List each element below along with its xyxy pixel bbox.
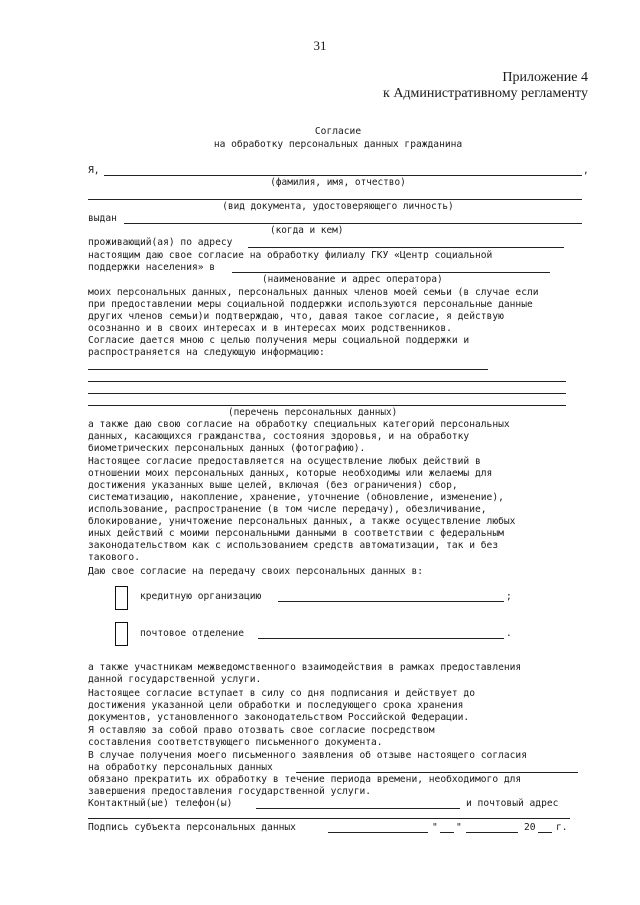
- p4-line9: такового.: [88, 552, 140, 563]
- p2-line2: распространяется на следующую информацию:: [88, 347, 325, 358]
- p3-line3: биометрических персональных данных (фотографию).: [88, 443, 366, 454]
- info-line-4[interactable]: [88, 405, 566, 406]
- p5-line2: данной государственной услуги.: [88, 674, 262, 685]
- p7-line1: Я оставляю за собой право отозвать свое согласие посредством: [88, 725, 435, 736]
- p3-line1: а также даю свою согласие на обработку специальных категорий персональных: [88, 419, 510, 430]
- post-end: .: [506, 628, 512, 639]
- list-caption: (перечень персональных данных): [228, 407, 398, 418]
- ya-comma: ,: [583, 165, 589, 176]
- day-line[interactable]: [440, 832, 454, 833]
- p1-line3: других членов семьи)и подтверждаю, что, давая такое согласие, я действую: [88, 311, 504, 322]
- doc-title: Согласие: [314, 126, 362, 137]
- post-line[interactable]: [258, 638, 504, 639]
- appendix-title: Приложение 4: [502, 70, 588, 85]
- p6-line1: Настоящее согласие вступает в силу со дня подписания и действует до: [88, 688, 475, 699]
- phone-line[interactable]: [256, 808, 460, 809]
- p4-line3: достижения указанных выше целей, включая (без ограничения) сбор,: [88, 480, 458, 491]
- residing-label: проживающий(ая) по адресу: [88, 237, 233, 248]
- support-line: поддержки населения» в: [88, 262, 216, 273]
- phone-label: Контактный(ые) телефон(ы): [88, 798, 233, 809]
- appendix-subtitle: к Административному регламенту: [383, 86, 588, 101]
- year-suffix: г.: [556, 822, 568, 833]
- month-line[interactable]: [466, 832, 518, 833]
- issued-label: выдан: [88, 213, 117, 224]
- credit-checkbox[interactable]: [115, 586, 128, 610]
- credit-end: ;: [506, 591, 512, 602]
- p6-line3: документов, установленного законодательством Российской Федерации.: [88, 712, 470, 723]
- signature-line[interactable]: [328, 832, 428, 833]
- year-prefix: 20: [524, 822, 536, 833]
- info-line-2[interactable]: [88, 381, 566, 382]
- p6-line2: достижения указанной цели обработки и последующего срока хранения: [88, 700, 464, 711]
- postal-label: и почтовый адрес: [466, 798, 559, 809]
- operator-line[interactable]: [232, 272, 550, 273]
- quote-open: ": [432, 822, 438, 833]
- operator-name-line[interactable]: [296, 772, 578, 773]
- p5-line1: а также участникам межведомственного взаимодействия в рамках предоставления: [88, 662, 522, 673]
- doc-line[interactable]: [88, 199, 582, 200]
- issued-caption: (когда и кем): [270, 225, 344, 236]
- postal-line[interactable]: [88, 818, 570, 819]
- credit-label: кредитную организацию: [140, 591, 262, 602]
- address-line[interactable]: [248, 247, 564, 248]
- p2-line1: Согласие дается мною с целью получения меры социальной поддержки и: [88, 335, 470, 346]
- p4-line1: Настоящее согласие предоставляется на осуществление любых действий в: [88, 456, 481, 467]
- page-number: 31: [313, 38, 327, 53]
- p4-line4: систематизацию, накопление, хранение, уточнение (обновление, изменение),: [88, 492, 504, 503]
- fio-line[interactable]: [104, 175, 582, 176]
- fio-caption: (фамилия, имя, отчество): [270, 177, 406, 188]
- p1-line1: моих персональных данных, персональных данных членов моей семьи (в случае если: [88, 287, 539, 298]
- transfer-intro: Даю свое согласие на передачу своих персональных данных в:: [88, 566, 424, 577]
- p8-line3: обязано прекратить их обработку в течение периода времени, необходимого для: [88, 774, 522, 785]
- doc-caption: (вид документа, удостоверяющего личность): [222, 201, 454, 212]
- credit-line[interactable]: [278, 601, 504, 602]
- p8-line2: на обработку персональных данных: [88, 762, 273, 773]
- p4-line5: использование, распространение (в том числе передачу), обезличивание,: [88, 504, 487, 515]
- p7-line2: составления соответствующего письменного документа.: [88, 737, 383, 748]
- p4-line8: законодательством как с использованием средств автоматизации, так и без: [88, 540, 499, 551]
- quote-close: ": [456, 822, 462, 833]
- doc-subtitle: на обработку персональных данных гражданина: [213, 139, 463, 150]
- p4-line6: блокирование, уничтожение персональных данных, а также осуществление любых: [88, 516, 516, 527]
- ya-label: Я,: [88, 165, 100, 176]
- p8-line4: завершения предоставления государственной услуги.: [88, 786, 372, 797]
- post-checkbox[interactable]: [115, 622, 128, 646]
- operator-caption: (наименование и адрес оператора): [262, 274, 443, 285]
- consent-line: настоящим даю свое согласие на обработку филиалу ГКУ «Центр социальной: [88, 250, 493, 261]
- p8-line1: В случае получения моего письменного заявления об отзыве настоящего согласия: [88, 750, 527, 761]
- p3-line2: данных, касающихся гражданства, состояния здоровья, и на обработку: [88, 431, 470, 442]
- post-label: почтовое отделение: [140, 628, 244, 639]
- info-line-1[interactable]: [88, 369, 488, 370]
- info-line-3[interactable]: [88, 393, 566, 394]
- p4-line7: иных действий с моими персональными данными в соответствии с федеральным: [88, 528, 504, 539]
- sign-label: Подпись субъекта персональных данных: [88, 822, 296, 833]
- p1-line4: осознанно и в своих интересах и в интересах моих родственников.: [88, 323, 452, 334]
- p1-line2: при предоставлении меры социальной поддержки используются персональные данные: [88, 299, 533, 310]
- issued-line[interactable]: [124, 223, 582, 224]
- year-line[interactable]: [538, 832, 552, 833]
- p4-line2: отношении моих персональных данных, которые необходимы или желаемы для: [88, 468, 493, 479]
